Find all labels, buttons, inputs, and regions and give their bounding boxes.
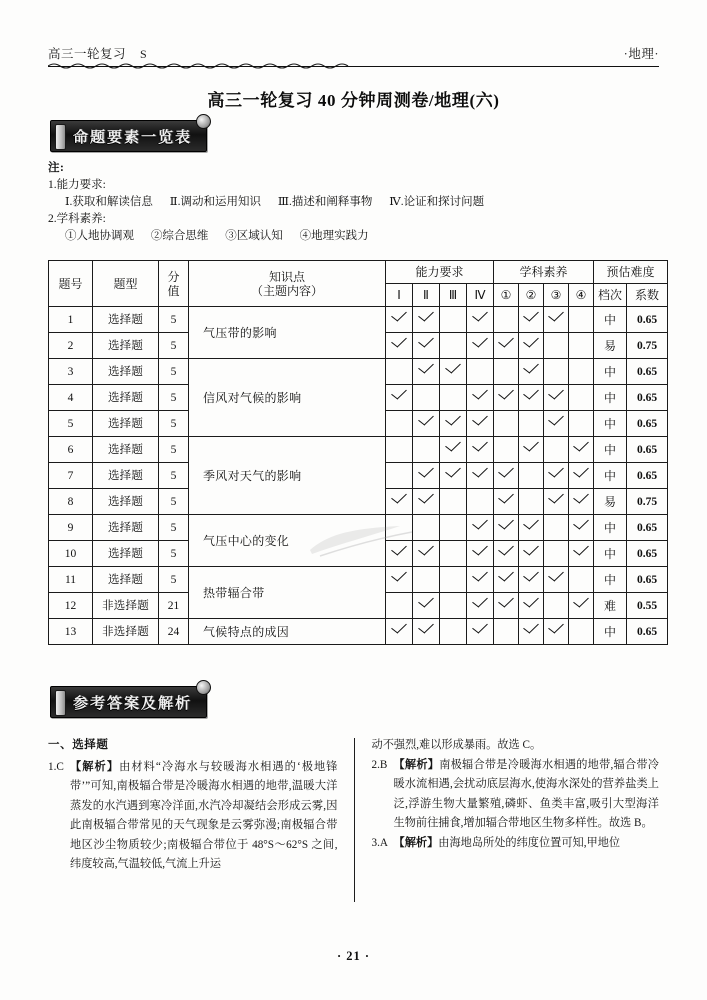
- cell-literacy-2: [519, 333, 544, 359]
- notes-block: [48, 160, 659, 245]
- cell-literacy-3: [544, 307, 569, 333]
- cell-difficulty-level: 中: [594, 411, 627, 437]
- notes-label: 注:: [48, 162, 65, 174]
- answer-body: [70, 761, 338, 871]
- cell-question-type: 选择题: [93, 333, 159, 359]
- cell-literacy-4: [569, 489, 594, 515]
- cell-literacy-4: [569, 541, 594, 567]
- cell-ability-4: [467, 359, 494, 385]
- cell-literacy-4: [569, 359, 594, 385]
- running-head-left: [48, 44, 147, 62]
- col-group-difficulty: 预估难度: [594, 261, 668, 284]
- col-header-score-line1: 分: [167, 269, 180, 284]
- cell-ability-4: [467, 437, 494, 463]
- cell-ability-3: [440, 489, 467, 515]
- col-header-ability-3: Ⅲ: [440, 284, 467, 307]
- cell-knowledge-point: 气压带的影响: [189, 307, 386, 359]
- answer-tag: 【解析】: [70, 760, 120, 773]
- cell-ability-4: [467, 515, 494, 541]
- header-rule-line: [48, 66, 659, 67]
- cell-literacy-3: [544, 489, 569, 515]
- cell-literacy-4: [569, 411, 594, 437]
- answers-column-right: [354, 736, 660, 908]
- table-row: [49, 619, 668, 645]
- table-row: [49, 359, 668, 385]
- col-header-literacy-4: ④: [569, 284, 594, 307]
- page-title: 高三一轮复习 40 分钟周测卷/地理(六): [207, 91, 500, 110]
- cell-score: 5: [159, 307, 189, 333]
- cell-difficulty-coefficient: 0.75: [627, 333, 668, 359]
- table-row: [49, 567, 668, 593]
- cell-ability-2: [413, 619, 440, 645]
- cell-ability-2: [413, 333, 440, 359]
- cell-question-number: 5: [49, 411, 93, 437]
- answer-body: [394, 759, 660, 830]
- cell-score: 5: [159, 463, 189, 489]
- cell-difficulty-level: 中: [594, 437, 627, 463]
- cell-literacy-2: [519, 541, 544, 567]
- answer-text: 由海地岛所处的纬度位置可知,甲地位: [438, 836, 621, 849]
- cell-ability-2: [413, 411, 440, 437]
- running-head-title: 高三一轮复习: [48, 47, 127, 61]
- notes-literacy-4: ④地理实践力: [299, 230, 369, 242]
- table-row: [49, 307, 668, 333]
- cell-literacy-4: [569, 307, 594, 333]
- col-header-ability-1: Ⅰ: [386, 284, 413, 307]
- answer-text: 南极辐合带是冷暖海水相遇的地带,辐合带冷暖水流相遇,会扰动底层海水,使海水深处的营养盐类上泛,浮游生物大量繁殖,磷虾、鱼类丰富,吸引大型海洋生物前往捕食,增加辐合带地区生物多样性。故选 B。: [393, 758, 659, 829]
- spec-table-body: [49, 307, 668, 645]
- col-header-knowledge: [189, 261, 386, 307]
- col-header-type: 题型: [93, 261, 159, 307]
- table-row: [49, 437, 668, 463]
- cell-difficulty-level: 中: [594, 307, 627, 333]
- header-rule: [48, 62, 659, 70]
- col-header-score-line2: 值: [167, 283, 180, 298]
- cell-question-type: 选择题: [93, 489, 159, 515]
- cell-ability-3: [440, 437, 467, 463]
- cell-ability-2: [413, 593, 440, 619]
- cell-ability-1: [386, 333, 413, 359]
- cell-literacy-3: [544, 411, 569, 437]
- answer-tag: 【解析】: [393, 836, 439, 849]
- cell-ability-1: [386, 385, 413, 411]
- answer-number: 1.C: [48, 760, 64, 773]
- answer-tag: 【解析】: [393, 758, 440, 771]
- cell-knowledge-point: 气候特点的成因: [189, 619, 386, 645]
- cell-question-type: 选择题: [93, 359, 159, 385]
- cell-score: 5: [159, 385, 189, 411]
- cell-score: 5: [159, 437, 189, 463]
- cell-question-number: 3: [49, 359, 93, 385]
- cell-score: 24: [159, 619, 189, 645]
- cell-literacy-2: [519, 489, 544, 515]
- cell-difficulty-coefficient: 0.65: [627, 463, 668, 489]
- cell-literacy-3: [544, 359, 569, 385]
- answers-columns: [48, 736, 659, 908]
- cell-literacy-2: [519, 359, 544, 385]
- answers-column-left: [48, 736, 354, 908]
- cell-question-number: 9: [49, 515, 93, 541]
- cell-ability-3: [440, 619, 467, 645]
- col-header-knowledge-main: 知识点: [268, 269, 305, 284]
- cell-literacy-3: [544, 333, 569, 359]
- cell-question-type: 选择题: [93, 385, 159, 411]
- cell-difficulty-level: 中: [594, 567, 627, 593]
- cell-literacy-4: [569, 437, 594, 463]
- col-header-literacy-1: ①: [494, 284, 519, 307]
- cell-score: 5: [159, 541, 189, 567]
- notes-ability-list: [48, 194, 659, 211]
- cell-literacy-1: [494, 593, 519, 619]
- cell-ability-4: [467, 307, 494, 333]
- cell-ability-3: [440, 359, 467, 385]
- cell-difficulty-level: 易: [594, 489, 627, 515]
- table-row: [49, 515, 668, 541]
- cell-question-number: 13: [49, 619, 93, 645]
- cell-literacy-1: [494, 489, 519, 515]
- cell-ability-1: [386, 541, 413, 567]
- col-group-ability: 能力要求: [386, 261, 494, 284]
- cell-score: 5: [159, 333, 189, 359]
- cell-ability-3: [440, 463, 467, 489]
- notes-literacy-1: ①人地协调观: [65, 230, 134, 242]
- cell-literacy-1: [494, 307, 519, 333]
- cell-ability-2: [413, 541, 440, 567]
- cell-ability-4: [467, 541, 494, 567]
- cell-difficulty-coefficient: 0.65: [627, 515, 668, 541]
- cell-ability-3: [440, 593, 467, 619]
- answers-section-heading: 一、选择题: [48, 739, 109, 751]
- cell-difficulty-coefficient: 0.65: [627, 307, 668, 333]
- cell-literacy-2: [519, 411, 544, 437]
- spec-table-head: [49, 261, 668, 307]
- cell-question-type: 选择题: [93, 515, 159, 541]
- banner-answers-label: 参考答案及解析: [73, 693, 193, 712]
- cell-ability-2: [413, 437, 440, 463]
- col-header-literacy-3: ③: [544, 284, 569, 307]
- answer-body: [394, 837, 621, 849]
- cell-ability-3: [440, 333, 467, 359]
- cell-ability-4: [467, 567, 494, 593]
- cell-difficulty-level: 中: [594, 515, 627, 541]
- cell-ability-4: [467, 411, 494, 437]
- col-header-ability-2: Ⅱ: [413, 284, 440, 307]
- cell-ability-1: [386, 437, 413, 463]
- cell-score: 5: [159, 567, 189, 593]
- col-header-level: 档次: [594, 284, 627, 307]
- notes-ability-label: 1.能力要求:: [48, 179, 106, 191]
- cell-question-type: 选择题: [93, 463, 159, 489]
- cell-ability-2: [413, 385, 440, 411]
- cell-literacy-4: [569, 333, 594, 359]
- cell-ability-2: [413, 567, 440, 593]
- cell-literacy-4: [569, 619, 594, 645]
- cell-difficulty-level: 中: [594, 359, 627, 385]
- cell-literacy-3: [544, 619, 569, 645]
- cell-literacy-3: [544, 541, 569, 567]
- cell-difficulty-level: 中: [594, 463, 627, 489]
- answer-number: 3.A: [371, 836, 388, 849]
- cell-score: 21: [159, 593, 189, 619]
- cell-ability-1: [386, 359, 413, 385]
- cell-literacy-2: [519, 437, 544, 463]
- cell-question-number: 2: [49, 333, 93, 359]
- running-head-mark: S: [140, 47, 148, 61]
- cell-score: 5: [159, 411, 189, 437]
- cell-question-type: 选择题: [93, 541, 159, 567]
- page-footer: · 21 ·: [336, 949, 371, 963]
- cell-ability-1: [386, 619, 413, 645]
- cell-question-number: 8: [49, 489, 93, 515]
- cell-literacy-2: [519, 567, 544, 593]
- cell-literacy-4: [569, 567, 594, 593]
- col-header-score: [159, 261, 189, 307]
- spec-table-head-row-1: [49, 261, 668, 284]
- cell-difficulty-level: 易: [594, 333, 627, 359]
- cell-difficulty-level: 中: [594, 385, 627, 411]
- cell-literacy-1: [494, 567, 519, 593]
- cell-ability-1: [386, 567, 413, 593]
- cell-ability-3: [440, 515, 467, 541]
- cell-question-number: 1: [49, 307, 93, 333]
- cell-ability-4: [467, 385, 494, 411]
- cell-literacy-3: [544, 515, 569, 541]
- cell-difficulty-coefficient: 0.65: [627, 567, 668, 593]
- cell-literacy-3: [544, 567, 569, 593]
- notes-literacy-3: ③区域认知: [225, 230, 283, 242]
- cell-ability-1: [386, 411, 413, 437]
- banner-knob-icon-2: [196, 680, 211, 695]
- answer-item: [372, 834, 660, 854]
- cell-literacy-2: [519, 307, 544, 333]
- cell-question-type: 选择题: [93, 567, 159, 593]
- cell-difficulty-coefficient: 0.65: [627, 619, 668, 645]
- cell-question-type: 选择题: [93, 437, 159, 463]
- cell-score: 5: [159, 359, 189, 385]
- cell-ability-2: [413, 463, 440, 489]
- cell-literacy-2: [519, 619, 544, 645]
- col-header-ability-4: Ⅳ: [467, 284, 494, 307]
- cell-question-number: 10: [49, 541, 93, 567]
- cell-score: 5: [159, 489, 189, 515]
- notes-literacy-label: 2.学科素养:: [48, 213, 106, 225]
- cell-literacy-1: [494, 359, 519, 385]
- notes-ability-1: Ⅰ.获取和解读信息: [65, 196, 153, 208]
- cell-question-type: 选择题: [93, 307, 159, 333]
- cell-literacy-1: [494, 463, 519, 489]
- banner-answers: [50, 686, 207, 718]
- banner-spec-table: [50, 120, 207, 152]
- cell-ability-4: [467, 463, 494, 489]
- notes-ability-4: Ⅳ.论证和探讨问题: [389, 196, 485, 208]
- cell-ability-2: [413, 515, 440, 541]
- cell-difficulty-coefficient: 0.65: [627, 359, 668, 385]
- col-header-number: 题号: [49, 261, 93, 307]
- cell-ability-2: [413, 489, 440, 515]
- cell-question-number: 11: [49, 567, 93, 593]
- running-head: [48, 40, 659, 62]
- cell-ability-4: [467, 593, 494, 619]
- cell-question-type: 非选择题: [93, 619, 159, 645]
- banner-knob-icon: [196, 114, 211, 129]
- spec-table: [48, 260, 668, 645]
- cell-literacy-2: [519, 385, 544, 411]
- cell-ability-3: [440, 411, 467, 437]
- notes-ability-3: Ⅲ.描述和阐释事物: [277, 196, 373, 208]
- cell-ability-4: [467, 333, 494, 359]
- cell-difficulty-coefficient: 0.65: [627, 411, 668, 437]
- cell-literacy-1: [494, 515, 519, 541]
- cell-ability-3: [440, 385, 467, 411]
- cell-literacy-4: [569, 385, 594, 411]
- answers-section: [48, 736, 659, 908]
- cell-ability-1: [386, 463, 413, 489]
- notes-literacy-list: [48, 228, 659, 245]
- col-header-knowledge-sub: （主题内容）: [250, 283, 323, 298]
- cell-literacy-3: [544, 385, 569, 411]
- cell-ability-2: [413, 359, 440, 385]
- cell-literacy-1: [494, 411, 519, 437]
- cell-literacy-1: [494, 619, 519, 645]
- cell-knowledge-point: 热带辐合带: [189, 567, 386, 619]
- answer-item: [48, 758, 338, 875]
- banner-spec-table-label: 命题要素一览表: [73, 127, 193, 146]
- cell-ability-4: [467, 489, 494, 515]
- cell-literacy-3: [544, 437, 569, 463]
- cell-knowledge-point: 季风对天气的影响: [189, 437, 386, 515]
- cell-literacy-1: [494, 437, 519, 463]
- cell-score: 5: [159, 515, 189, 541]
- answer-text: 由材料“冷海水与较暖海水相遇的‘极地锋带’”可知,南极辐合带是冷暖海水相遇的地带,温暖大洋蒸发的水汽遇到寒冷洋面,水汽冷却凝结会形成云雾,因此南极辐合带常见的天气现象是云雾弥漫;南极辐合带地区沙尘物质较少;南极辐合带位于 48°S～62°S 之间,纬度较高,气温较低,气流上升运: [70, 760, 338, 870]
- cell-ability-3: [440, 307, 467, 333]
- cell-literacy-3: [544, 593, 569, 619]
- cell-difficulty-coefficient: 0.65: [627, 385, 668, 411]
- cell-ability-2: [413, 307, 440, 333]
- cell-difficulty-level: 中: [594, 541, 627, 567]
- cell-ability-1: [386, 489, 413, 515]
- notes-ability-2: Ⅱ.调动和运用知识: [169, 196, 261, 208]
- cell-knowledge-point: 气压中心的变化: [189, 515, 386, 567]
- cell-literacy-4: [569, 515, 594, 541]
- col-header-coefficient: 系数: [627, 284, 668, 307]
- answer-number: 2.B: [371, 758, 388, 771]
- cell-literacy-4: [569, 463, 594, 489]
- cell-literacy-2: [519, 463, 544, 489]
- cell-difficulty-coefficient: 0.75: [627, 489, 668, 515]
- cell-knowledge-point: 信风对气候的影响: [189, 359, 386, 437]
- cell-question-type: 选择题: [93, 411, 159, 437]
- cell-ability-4: [467, 619, 494, 645]
- cell-difficulty-level: 中: [594, 619, 627, 645]
- cell-question-number: 7: [49, 463, 93, 489]
- cell-literacy-4: [569, 593, 594, 619]
- cell-ability-3: [440, 541, 467, 567]
- answer-continuation: 动不强烈,难以形成暴雨。故选 C。: [371, 739, 542, 751]
- cell-difficulty-level: 难: [594, 593, 627, 619]
- cell-ability-1: [386, 593, 413, 619]
- cell-literacy-3: [544, 463, 569, 489]
- running-head-subject: ·地理·: [623, 47, 659, 61]
- cell-literacy-1: [494, 385, 519, 411]
- notes-literacy-2: ②综合思维: [150, 230, 209, 242]
- cell-ability-1: [386, 515, 413, 541]
- answer-item: [372, 756, 660, 834]
- cell-question-type: 非选择题: [93, 593, 159, 619]
- col-header-literacy-2: ②: [519, 284, 544, 307]
- cell-question-number: 6: [49, 437, 93, 463]
- col-group-literacy: 学科素养: [494, 261, 594, 284]
- cell-difficulty-coefficient: 0.65: [627, 437, 668, 463]
- cell-ability-3: [440, 567, 467, 593]
- cell-literacy-1: [494, 333, 519, 359]
- cell-ability-1: [386, 307, 413, 333]
- cell-question-number: 4: [49, 385, 93, 411]
- cell-literacy-2: [519, 593, 544, 619]
- cell-literacy-2: [519, 515, 544, 541]
- cell-literacy-1: [494, 541, 519, 567]
- cell-question-number: 12: [49, 593, 93, 619]
- cell-difficulty-coefficient: 0.65: [627, 541, 668, 567]
- cell-difficulty-coefficient: 0.55: [627, 593, 668, 619]
